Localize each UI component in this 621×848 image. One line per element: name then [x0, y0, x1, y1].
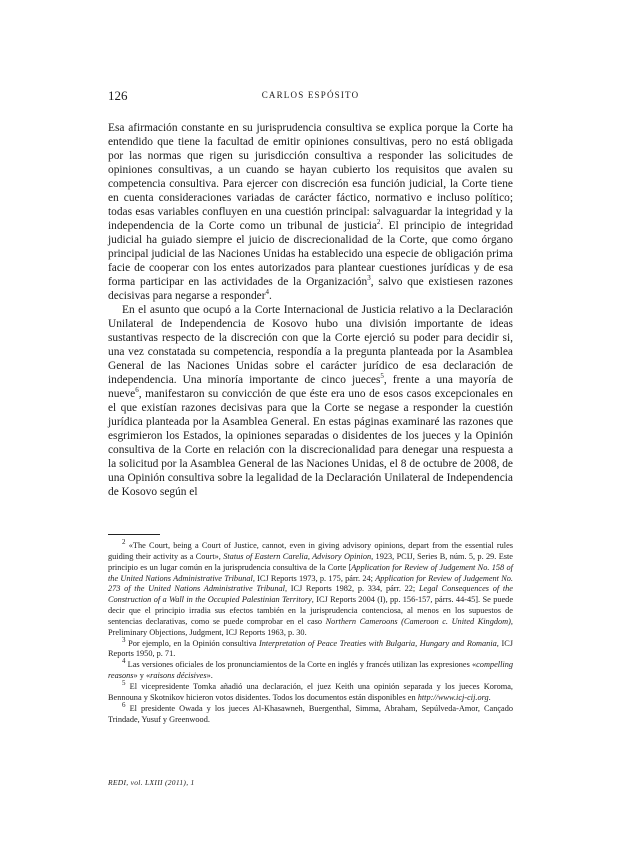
text-run: El presidente Owada y los jueces Al-Khasawneh, Buergenthal, Simma, Abraham, Sepúlveda-Amor, Cançado Trindade, Yusuf y Greenwood. — [108, 703, 514, 724]
journal-footer: REDI, vol. LXIII (2011), 1 — [108, 778, 195, 787]
case-title: Northern Cameroons (Cameroon c. United Kingdom) — [325, 616, 511, 626]
quoted-term: raisons décisives — [150, 671, 207, 681]
footnote-5 — [108, 679, 513, 704]
case-title: Interpretation of Peace Treaties with Bulgaria, Hungary and Romania — [259, 638, 497, 648]
text-run: El vicepresidente Tomka añadió una declaración, el juez Keith una opinión separada y los jueces Koroma, Bennouna y Skotnikov hicieron votos disidentes. Todos los documentos están disponibles en — [108, 681, 513, 702]
main-text — [108, 121, 513, 499]
case-title: Application for Review of Judgement No. 158 of the United Nations Administrative Tribunal — [108, 562, 513, 583]
footnote-3 — [108, 635, 513, 661]
footnote-6 — [108, 700, 514, 726]
footnote-number: 3 — [122, 635, 126, 644]
running-head: CARLOS ESPÓSITO — [261, 90, 360, 100]
text-run: , salvo que existiesen razones decisivas para negarse a responder — [108, 276, 513, 302]
footnote-ref-3: 3 — [367, 274, 371, 283]
text-run: En el asunto que ocupó a la Corte Internacional de Justicia relativo a la Declaración Unilateral de Independencia de Kosovo hubo una división importante de ideas sustantivas respecto de la discreción con que la Corte ejerció su poder para decidir si, una vez constatada su competencia, respondía a la pregunta planteada por la Asamblea General de las Naciones Unidas sobre el carácter jurídico de esa declaración de independencia. Una minoría importante de cinco jueces — [108, 304, 513, 386]
text-run: , ICJ Reports 1973, p. 175, párr. 24; — [252, 573, 373, 583]
text-run: . El principio de integridad judicial ha guiado siempre el juicio de discrecionalidad de la Corte, que como órgano principal judicial de las Naciones Unidas ha establecido una especie de obligación prima facie de cooperar con los entes autorizados para plantear cuestiones jurídicas y de esa forma participar en las actividades de la Organización — [108, 220, 513, 288]
page-number: 126 — [108, 88, 128, 103]
page-header — [108, 88, 513, 104]
footnote-ref-4: 4 — [265, 288, 269, 297]
case-title: Legal Consequences of the Construction of a Wall in the Occupied Palestinian Territory — [108, 584, 513, 605]
footnote-ref-6: 6 — [135, 386, 139, 395]
footnote-number: 5 — [122, 679, 126, 688]
footnote-number: 6 — [122, 700, 126, 709]
text-run: . — [488, 692, 491, 702]
footnote-divider — [108, 534, 160, 535]
quoted-term: compelling reasons — [108, 660, 513, 681]
text-run: Las versiones oficiales de los pronunciamientos de la Corte en inglés y francés utilizan las expresiones « — [127, 660, 477, 670]
paragraph-2 — [108, 303, 513, 499]
text-run: , ICJ Reports 1950, p. 71. — [108, 638, 513, 659]
text-run: , ICJ Reports 2004 (I), pp. 156-157, párrs. 44-45]. Se puede decir que el principio irradia sus efectos también en la jurisprudencia contenciosa, al menos en los supuestos de sentencias declarativas, como se puede comprobar en el caso — [108, 595, 514, 626]
text-run: Por ejemplo, en la Opinión consultiva — [128, 638, 257, 648]
text-run: , frente a una mayoría de nueve — [108, 374, 514, 400]
text-run: . — [269, 290, 272, 302]
footnote-number: 2 — [122, 538, 126, 547]
footnote-number: 4 — [122, 657, 126, 666]
text-run: , Preliminary Objections, Judgment, ICJ Reports 1963, p. 30. — [108, 616, 513, 637]
url-link: http://www.icj-cij.org — [417, 692, 489, 702]
paragraph-1 — [108, 121, 513, 303]
text-run: ». — [206, 671, 213, 681]
text-run: «The Court, being a Court of Justice, cannot, even in giving advisory opinions, depart from the essential rules guiding their activity as a Court», — [108, 541, 513, 561]
text-run: » y « — [133, 671, 151, 681]
text-run: Esa afirmación constante en su jurisprudencia consultiva se explica porque la Corte ha entendido que tiene la facultad de emitir opiniones consultivas, pero no está obligada por las normas que rigen su jurisdicción consultiva a responder las solicitudes de opiniones consultivas, a un cuando se hayan cubierto los requisitos que avalen su competencia consultiva. Para ejercer con discreción esa función judicial, la Corte tiene en cuenta consideraciones variadas de carácter fáctico, normativo e incluso político; todas esas variables confluyen en una cuestión principal: salvaguardar la integridad y la independencia de la Corte como un tribunal de justicia — [108, 122, 513, 232]
case-title: Status of Eastern Carelia, Advisory Opinion — [223, 551, 372, 561]
footnotes — [108, 538, 514, 725]
text-run: , manifestaron su convicción de que éste era uno de esos casos excepcionales en el que existían razones decisivas para que la Corte se negase a responder la cuestión jurídica planteada por la Asamblea General. En estas páginas examinaré las razones que esgrimieron los Estados, la opiniones separadas o disidentes de los jueces y la Opinión consultiva de la Corte en relación con la discrecionalidad para denegar una respuesta a la solicitud por la Asamblea General de las Naciones Unidas, el 8 de octubre de 2008, de una Opinión consultiva sobre la legalidad de la Declaración Unilateral de Independencia de Kosovo según el — [108, 388, 513, 498]
text-run: , 1923, PCIJ, Series B, núm. 5, p. 29. Este principio es un lugar común en la jurisprudencia consultiva de la Corte [ — [108, 551, 513, 572]
footnote-4 — [108, 657, 513, 682]
footnote-ref-2: 2 — [376, 218, 381, 227]
footnote-2 — [108, 538, 514, 639]
case-title: Application for Review of Judgement No. 273 of the United Nations Administrative Tribunal — [108, 573, 513, 594]
text-run: , ICJ Reports 1982, p. 334, párr. 22; — [284, 584, 416, 594]
footnote-ref-5: 5 — [380, 372, 384, 381]
